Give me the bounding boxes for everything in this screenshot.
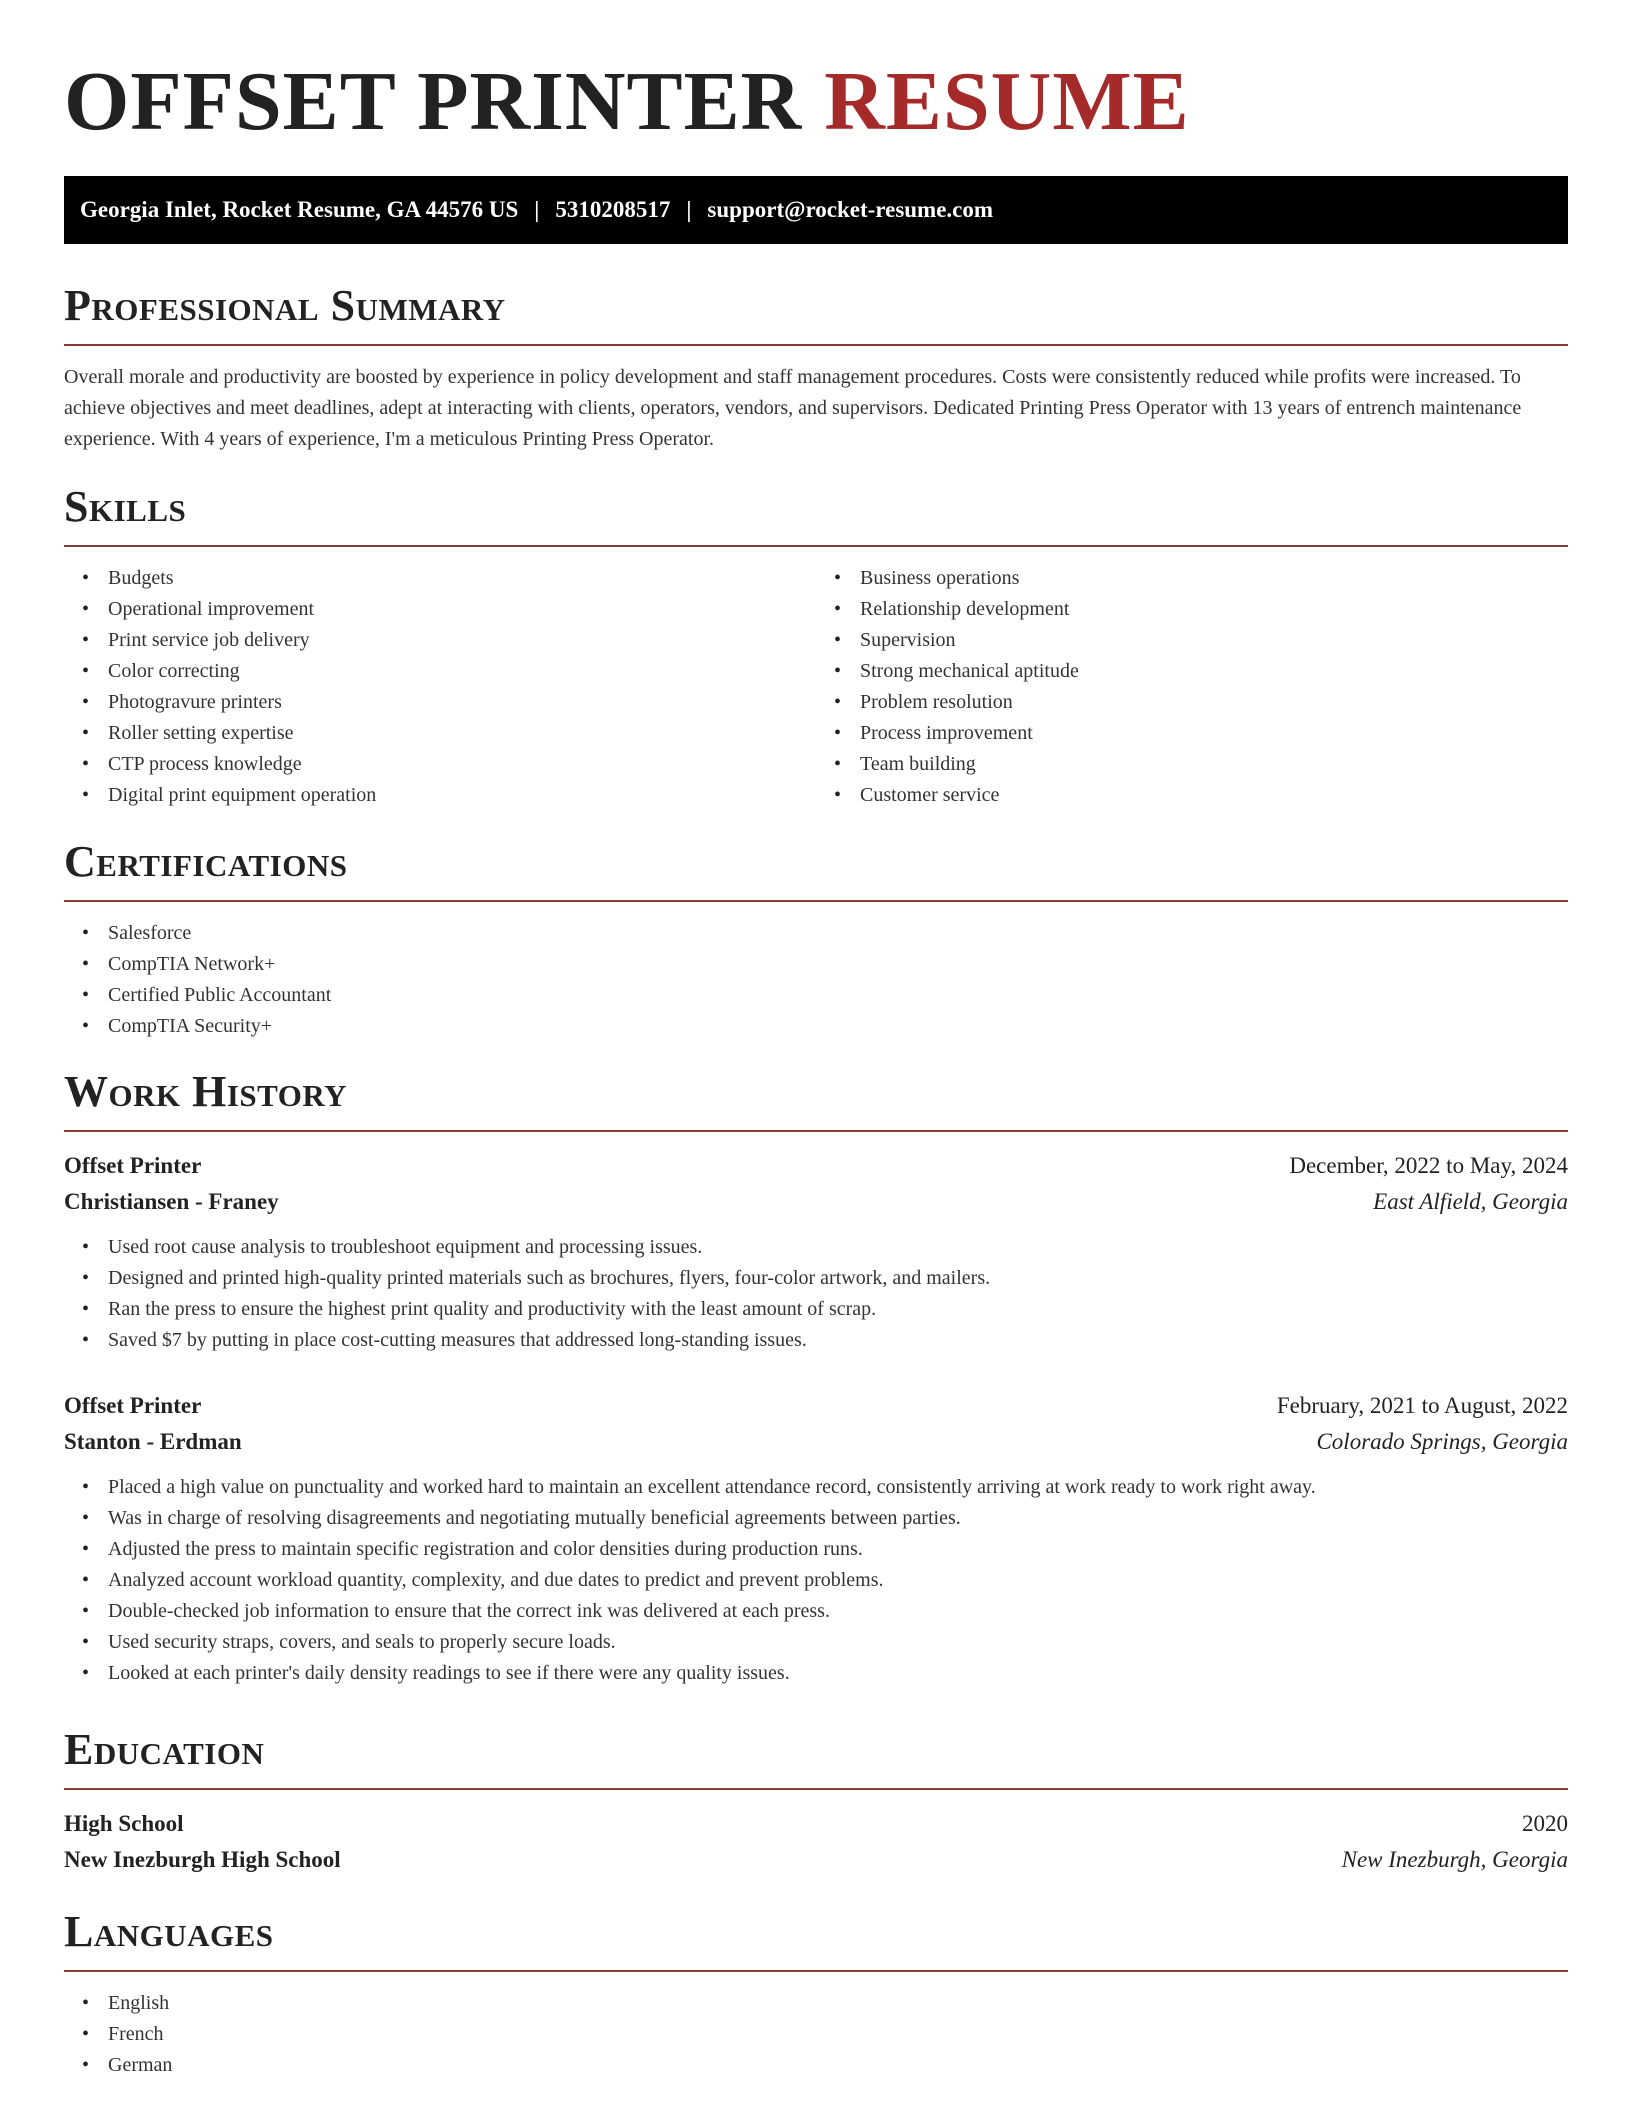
resume-title [64, 52, 1190, 152]
education-year: 2020 [1522, 1811, 1568, 1836]
summary-section [64, 280, 1568, 455]
skill-item: • Problem resolution [860, 687, 1568, 718]
job-entry [64, 1148, 1568, 1356]
education-location: New Inezburgh, Georgia [1341, 1847, 1568, 1872]
certification-item: • Certified Public Accountant [108, 980, 1568, 1011]
certifications-section [64, 836, 1568, 1042]
languages-section [64, 1906, 1568, 2081]
job-bullet: • Analyzed account workload quantity, complexity, and due dates to predict and prevent problems. [108, 1565, 1568, 1596]
education-heading: Education [64, 1725, 265, 1774]
education-school: New Inezburgh High School [64, 1847, 341, 1872]
skill-item: • Business operations [860, 563, 1568, 594]
contact-bar [64, 176, 1568, 244]
title-main: OFFSET PRINTER [64, 55, 803, 148]
section-divider [64, 1130, 1568, 1132]
work-history-heading: Work History [64, 1067, 348, 1116]
job-bullet: • Designed and printed high-quality printed materials such as brochures, flyers, four-color artwork, and mailers. [108, 1263, 1568, 1294]
education-entry [64, 1806, 1568, 1878]
title-accent: RESUME [824, 55, 1190, 148]
job-title: Offset Printer [64, 1153, 202, 1178]
certifications-heading: Certifications [64, 837, 348, 886]
skills-list-right [816, 563, 1568, 811]
skill-item: • Print service job delivery [108, 625, 816, 656]
contact-address: Georgia Inlet, Rocket Resume, GA 44576 US [80, 197, 519, 222]
certifications-list [64, 918, 1568, 1042]
languages-heading: Languages [64, 1907, 274, 1956]
section-divider [64, 344, 1568, 346]
job-bullet: • Used root cause analysis to troubleshoot equipment and processing issues. [108, 1232, 1568, 1263]
skill-item: • Photogravure printers [108, 687, 816, 718]
skills-heading: Skills [64, 482, 187, 531]
summary-text: Overall morale and productivity are boosted by experience in policy development and staff management procedures. Costs were consistently reduced while profits were increased. To achieve objectives and meet deadlines, adept at interacting with clients, operators, vendors, and supervisors. Dedicated Printing Press Operator with 13 years of entrench maintenance experience. With 4 years of experience, I'm a meticulous Printing Press Operator. [64, 366, 1522, 450]
section-divider [64, 1788, 1568, 1790]
skill-item: • Relationship development [860, 594, 1568, 625]
skills-section [64, 481, 1568, 811]
certification-item: • CompTIA Security+ [108, 1011, 1568, 1042]
skills-list-left [64, 563, 816, 811]
job-bullet: • Adjusted the press to maintain specific registration and color densities during production runs. [108, 1534, 1568, 1565]
job-bullet: • Saved $7 by putting in place cost-cutting measures that addressed long-standing issues. [108, 1325, 1568, 1356]
job-dates: December, 2022 to May, 2024 [1289, 1153, 1568, 1178]
job-company: Christiansen - Franey [64, 1189, 279, 1214]
skill-item: • Budgets [108, 563, 816, 594]
job-title: Offset Printer [64, 1393, 202, 1418]
contact-separator: | [686, 197, 692, 222]
skills-columns [64, 547, 1568, 811]
education-section [64, 1724, 1568, 1878]
skill-item: • Team building [860, 749, 1568, 780]
contact-separator: | [534, 197, 540, 222]
skill-item: • Customer service [860, 780, 1568, 811]
job-location: Colorado Springs, Georgia [1316, 1429, 1568, 1454]
skill-item: • Supervision [860, 625, 1568, 656]
languages-list [64, 1988, 1568, 2081]
language-item: • English [108, 1988, 1568, 2019]
job-bullet: • Double-checked job information to ensure that the correct ink was delivered at each press. [108, 1596, 1568, 1627]
job-bullet: • Was in charge of resolving disagreements and negotiating mutually beneficial agreements between parties. [108, 1503, 1568, 1534]
job-bullet: • Ran the press to ensure the highest print quality and productivity with the least amount of scrap. [108, 1294, 1568, 1325]
skill-item: • Strong mechanical aptitude [860, 656, 1568, 687]
education-degree: High School [64, 1811, 184, 1836]
skill-item: • Operational improvement [108, 594, 816, 625]
summary-heading: Professional Summary [64, 281, 506, 330]
skill-item: • Roller setting expertise [108, 718, 816, 749]
certification-item: • Salesforce [108, 918, 1568, 949]
job-dates: February, 2021 to August, 2022 [1276, 1393, 1568, 1418]
contact-phone[interactable]: 5310208517 [555, 197, 671, 222]
skill-item: • Color correcting [108, 656, 816, 687]
job-bullet: • Looked at each printer's daily density readings to see if there were any quality issues. [108, 1658, 1568, 1689]
certification-item: • CompTIA Network+ [108, 949, 1568, 980]
language-item: • German [108, 2050, 1568, 2081]
job-company: Stanton - Erdman [64, 1429, 242, 1454]
job-entry [64, 1388, 1568, 1689]
job-location: East Alfield, Georgia [1373, 1189, 1568, 1214]
section-divider [64, 1970, 1568, 1972]
job-bullet: • Used security straps, covers, and seals to properly secure loads. [108, 1627, 1568, 1658]
job-bullet: • Placed a high value on punctuality and worked hard to maintain an excellent attendance record, consistently arriving at work ready to work right away. [108, 1472, 1568, 1503]
language-item: • French [108, 2019, 1568, 2050]
section-divider [64, 900, 1568, 902]
skill-item: • Digital print equipment operation [108, 780, 816, 811]
job-bullets [64, 1472, 1568, 1689]
skill-item: • Process improvement [860, 718, 1568, 749]
contact-email[interactable]: support@rocket-resume.com [707, 197, 994, 222]
job-bullets [64, 1232, 1568, 1356]
work-history-section [64, 1066, 1568, 1689]
skill-item: • CTP process knowledge [108, 749, 816, 780]
